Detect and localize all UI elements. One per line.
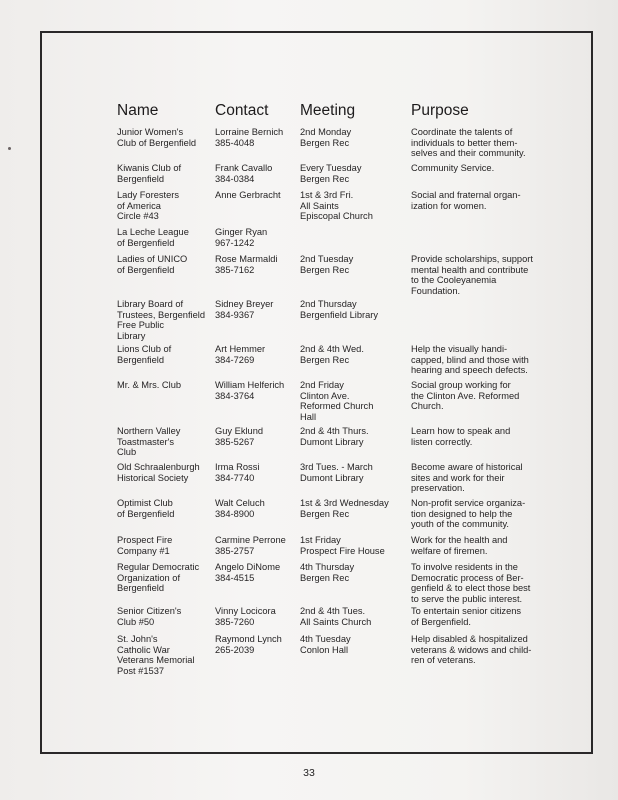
org-contact: Carmine Perrone 385-2757: [215, 535, 286, 556]
org-name: Optimist Club of Bergenfield: [117, 498, 175, 519]
org-purpose: Learn how to speak and listen correctly.: [411, 426, 511, 447]
org-name: Junior Women's Club of Bergenfield: [117, 127, 197, 148]
org-contact: Anne Gerbracht: [215, 190, 281, 200]
page-number: 33: [303, 767, 315, 779]
org-name: Ladies of UNICO of Bergenfield: [117, 254, 188, 275]
org-name: Regular Democratic Organization of Bergenfield: [117, 562, 200, 594]
org-purpose: Provide scholarships, support mental health and contribute to the Cooleyanemia Foundation.: [411, 254, 533, 296]
org-meeting: 2nd & 4th Thurs. Dumont Library: [300, 426, 369, 447]
header-name: Name: [117, 102, 159, 119]
org-contact: Guy Eklund 385-5267: [215, 426, 264, 447]
org-contact: Sidney Breyer 384-9367: [215, 299, 274, 320]
org-purpose: Help the visually handi- capped, blind and those with hearing and speech defects.: [411, 344, 529, 376]
org-meeting: 4th Tuesday Conlon Hall: [300, 634, 351, 655]
org-meeting: 1st & 3rd Wednesday Bergen Rec: [300, 498, 389, 519]
org-name: Mr. & Mrs. Club: [117, 380, 182, 390]
org-purpose: Help disabled & hospitalized veterans & widows and child- ren of veterans.: [411, 634, 532, 666]
org-contact: William Helferich 384-3764: [215, 380, 285, 401]
org-name: Lady Foresters of America Circle #43: [117, 190, 180, 222]
org-purpose: Work for the health and welfare of firemen.: [411, 535, 508, 556]
org-contact: Frank Cavallo 384-0384: [215, 163, 273, 184]
org-name: Old Schraalenburgh Historical Society: [117, 462, 200, 483]
org-meeting: 2nd Friday Clinton Ave. Reformed Church Hall: [300, 380, 374, 422]
org-name: La Leche League of Bergenfield: [117, 227, 189, 248]
org-meeting: 2nd Tuesday Bergen Rec: [300, 254, 354, 275]
org-purpose: Community Service.: [411, 163, 495, 173]
org-meeting: 1st & 3rd Fri. All Saints Episcopal Church: [300, 190, 373, 222]
org-meeting: 2nd & 4th Wed. Bergen Rec: [300, 344, 364, 365]
org-name: Library Board of Trustees, Bergenfield Free Public Library: [117, 299, 206, 341]
org-contact: Lorraine Bernich 385-4048: [215, 127, 284, 148]
org-meeting: 2nd Monday Bergen Rec: [300, 127, 352, 148]
header-meeting: Meeting: [300, 102, 356, 119]
org-purpose: Social and fraternal organ- ization for women.: [411, 190, 521, 211]
org-contact: Irma Rossi 384-7740: [215, 462, 260, 483]
org-name: Senior Citizen's Club #50: [117, 606, 182, 627]
org-name: Lions Club of Bergenfield: [117, 344, 172, 365]
org-meeting: 4th Thursday Bergen Rec: [300, 562, 355, 583]
org-purpose: To entertain senior citizens of Bergenfield.: [411, 606, 522, 627]
org-purpose: Social group working for the Clinton Ave. Reformed Church.: [411, 380, 520, 412]
org-name: Kiwanis Club of Bergenfield: [117, 163, 182, 184]
org-contact: Raymond Lynch 265-2039: [215, 634, 282, 655]
org-purpose: To involve residents in the Democratic process of Ber- genfield & to elect those best to serve the public interest.: [411, 562, 531, 604]
org-contact: Vinny Locicora 385-7260: [215, 606, 276, 627]
org-contact: Walt Celuch 384-8900: [215, 498, 265, 519]
org-name: Prospect Fire Company #1: [117, 535, 173, 556]
header-contact: Contact: [215, 102, 269, 119]
org-meeting: 2nd & 4th Tues. All Saints Church: [300, 606, 372, 627]
org-contact: Ginger Ryan 967-1242: [215, 227, 268, 248]
org-purpose: Coordinate the talents of individuals to better them- selves and their community.: [411, 127, 526, 159]
org-name: Northern Valley Toastmaster's Club: [117, 426, 181, 458]
org-contact: Angelo DiNome 384-4515: [215, 562, 281, 583]
header-purpose: Purpose: [411, 102, 469, 119]
org-name: St. John's Catholic War Veterans Memorial Post #1537: [117, 634, 195, 676]
org-contact: Rose Marmaldi 385-7162: [215, 254, 278, 275]
org-purpose: Become aware of historical sites and work for their preservation.: [411, 462, 523, 494]
org-meeting: Every Tuesday Bergen Rec: [300, 163, 362, 184]
org-purpose: Non-profit service organiza- tion designed to help the youth of the community.: [411, 498, 526, 530]
org-meeting: 3rd Tues. - March Dumont Library: [300, 462, 373, 483]
org-meeting: 2nd Thursday Bergenfield Library: [300, 299, 379, 320]
org-contact: Art Hemmer 384-7269: [215, 344, 266, 365]
org-meeting: 1st Friday Prospect Fire House: [300, 535, 385, 556]
